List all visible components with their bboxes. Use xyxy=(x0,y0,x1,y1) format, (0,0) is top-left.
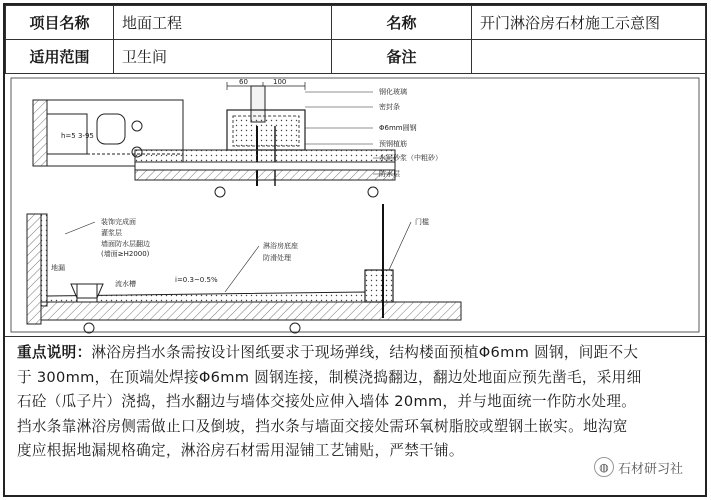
label-waterproof: 防水层 xyxy=(379,170,400,178)
key-notes xyxy=(17,341,697,464)
label-finish-surface: 装饰完成面 xyxy=(101,218,136,226)
construction-drawing xyxy=(5,73,705,337)
document-sheet xyxy=(3,3,707,497)
label-round-steel: Φ6mm圆钢 xyxy=(379,124,417,132)
label-tempered-glass: 钢化玻璃 xyxy=(379,88,407,96)
notes-line-5: 度应根据地漏规格确定，淋浴房石材需用湿铺工艺铺贴，严禁干铺。 xyxy=(17,442,464,459)
scope-value: 卫生间 xyxy=(114,40,332,74)
dim-60: 60 xyxy=(239,78,248,86)
drawing-svg xyxy=(5,74,705,336)
scope-label: 适用范围 xyxy=(6,40,114,74)
header-table xyxy=(5,5,706,74)
label-wall-height: (墙面≥H2000) xyxy=(101,250,150,258)
notes-line-2: 于 300mm，在顶端处焊接Φ6mm 圆钢连接，制模浇捣翻边，翻边处地面应预先凿毛，采用细 xyxy=(17,368,642,386)
dim-100: 100 xyxy=(273,78,287,86)
shower-base-section xyxy=(27,204,461,333)
notes-line-4: 挡水条靠淋浴房侧需做止口及倒坡，挡水条与墙面交接处需环氧树脂胶或塑钢土嵌实。地沟宽 xyxy=(17,417,628,435)
threshold-section xyxy=(135,78,442,197)
notes-line-3: 石砼（瓜子片）浇捣，挡水翻边与墙体交接处应伸入墙体 20mm，并与地面统一作防水处理。 xyxy=(17,393,637,410)
label-seal-strip: 密封条 xyxy=(379,103,400,111)
project-label: 项目名称 xyxy=(6,6,114,40)
notes-title: 重点说明： xyxy=(17,344,92,361)
project-value: 地面工程 xyxy=(114,6,332,40)
label-wall-waterproof: 墙面防水层翻边 xyxy=(101,240,150,248)
wechat-icon: ◍ xyxy=(594,457,614,477)
label-mortar: 水泥砂浆（中粗砂） xyxy=(379,154,442,162)
watermark xyxy=(594,457,683,477)
label-grout-layer: 灌浆层 xyxy=(101,229,122,237)
label-threshold: 门槛 xyxy=(415,218,429,226)
label-shower-base: 淋浴房底座 xyxy=(263,242,298,250)
label-floor-drain: 地漏 xyxy=(51,264,65,272)
name-value: 开门淋浴房石材施工示意图 xyxy=(472,6,706,40)
plan-label: h=5 3-95 xyxy=(61,132,94,140)
remark-value xyxy=(472,40,706,74)
label-slope: i=0.3~0.5% xyxy=(175,276,218,284)
label-rebar: 预钢植筋 xyxy=(379,140,407,148)
label-anti-slip: 防滑处理 xyxy=(263,254,291,262)
remark-label: 备注 xyxy=(332,40,472,74)
watermark-text: 石材研习社 xyxy=(617,461,683,477)
notes-line-1: 重点说明：淋浴房挡水条需按设计图纸要求于现场弹线，结构楼面预植Φ6mm 圆钢，间距不大 xyxy=(17,344,639,361)
label-drain-channel: 流水槽 xyxy=(115,280,136,288)
name-label: 名称 xyxy=(332,6,472,40)
